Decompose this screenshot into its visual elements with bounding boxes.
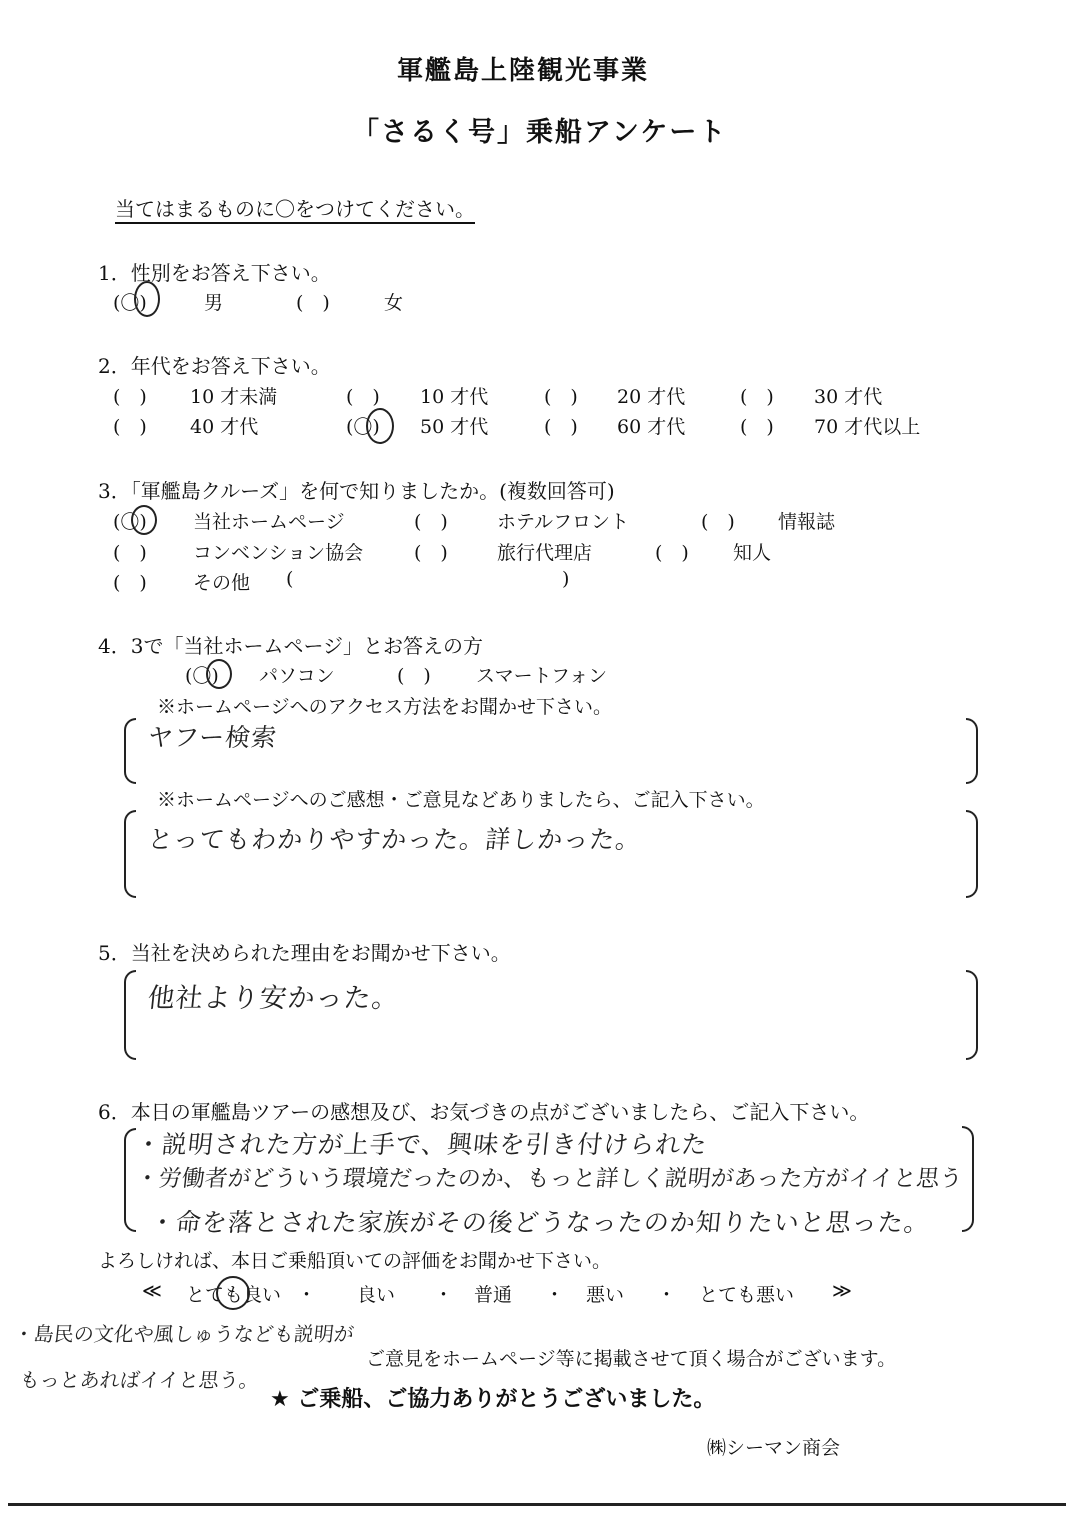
q5-bracket-right bbox=[966, 970, 978, 1060]
rating-good[interactable]: 良い bbox=[357, 1284, 396, 1306]
q6-bracket-left bbox=[124, 1128, 136, 1232]
q2-mark-20s[interactable]: ( ) bbox=[544, 386, 578, 408]
q4-impression-bracket-left bbox=[124, 810, 136, 898]
q3-mark-other[interactable]: ( ) bbox=[113, 572, 147, 594]
q3-label-convention: コンベンション協会 bbox=[193, 542, 364, 564]
q2-label-50s: 50 才代 bbox=[420, 416, 489, 438]
q2-mark-30s[interactable]: ( ) bbox=[740, 386, 774, 408]
q3-label-friend: 知人 bbox=[733, 542, 772, 564]
q3-label-hotel: ホテルフロント bbox=[497, 511, 630, 533]
rating-open-bracket: ≪ bbox=[142, 1280, 162, 1302]
q3-label-homepage: 当社ホームページ bbox=[193, 511, 345, 533]
q1-option-female-label: 女 bbox=[384, 292, 404, 314]
q3-mark-magazine[interactable]: ( ) bbox=[701, 511, 735, 533]
q3-mark-homepage[interactable]: (〇) bbox=[113, 511, 147, 533]
rating-average[interactable]: 普通 bbox=[474, 1284, 513, 1306]
rating-separator: ・ bbox=[434, 1284, 454, 1306]
bottom-rule bbox=[8, 1503, 1066, 1506]
rating-very-good[interactable]: とても良い bbox=[186, 1284, 282, 1306]
q6-question: 6．本日の軍艦島ツアーの感想及び、お気づきの点がございましたら、ご記入下さい。 bbox=[98, 1100, 870, 1124]
q2-mark-under10[interactable]: ( ) bbox=[113, 386, 147, 408]
q1-option-male-label: 男 bbox=[204, 292, 224, 314]
q4-access-bracket-left bbox=[124, 718, 136, 784]
q4-impression-bracket-right bbox=[966, 810, 978, 898]
survey-subtitle: 「さるく号」乗船アンケート bbox=[352, 117, 728, 148]
q4-mark-smartphone[interactable]: ( ) bbox=[397, 665, 431, 687]
q5-answer[interactable]: 他社より安かった。 bbox=[146, 983, 402, 1014]
instruction-text: 当てはまるものに〇をつけてください。 bbox=[115, 197, 475, 221]
q2-label-70plus: 70 才代以上 bbox=[814, 416, 921, 438]
q4-question: 4．3で「当社ホームページ」とお答えの方 bbox=[98, 634, 484, 658]
rating-separator: ・ bbox=[657, 1284, 677, 1306]
q2-label-10s: 10 才代 bbox=[420, 386, 489, 408]
q2-label-20s: 20 才代 bbox=[617, 386, 686, 408]
q3-label-magazine: 情報誌 bbox=[778, 511, 836, 533]
q5-bracket-left bbox=[124, 970, 136, 1060]
q4-access-bracket-right bbox=[966, 718, 978, 784]
q5-question: 5．当社を決められた理由をお聞かせ下さい。 bbox=[98, 941, 511, 965]
q4-access-answer[interactable]: ヤフー検索 bbox=[146, 723, 279, 752]
q4-label-pc: パソコン bbox=[259, 665, 335, 687]
q1-option-female-mark[interactable]: ( ) bbox=[296, 292, 330, 314]
rating-close-bracket: ≫ bbox=[832, 1280, 852, 1302]
q3-label-agency: 旅行代理店 bbox=[497, 542, 593, 564]
survey-title: 軍艦島上陸観光事業 bbox=[397, 56, 650, 86]
q3-mark-hotel[interactable]: ( ) bbox=[414, 511, 448, 533]
rating-selected-circle bbox=[216, 1276, 250, 1310]
q2-mark-60s[interactable]: ( ) bbox=[544, 416, 578, 438]
q2-50s-circle bbox=[366, 408, 394, 444]
q6-bracket-right bbox=[962, 1126, 974, 1232]
rating-bad[interactable]: 悪い bbox=[586, 1284, 625, 1306]
q2-label-under10: 10 才未満 bbox=[190, 386, 278, 408]
q1-male-circle bbox=[134, 281, 160, 317]
q2-question: 2．年代をお答え下さい。 bbox=[98, 354, 331, 378]
q2-mark-40s[interactable]: ( ) bbox=[113, 416, 147, 438]
q3-other-close-paren: ) bbox=[562, 568, 570, 590]
q4-access-prompt: ※ホームページへのアクセス方法をお聞かせ下さい。 bbox=[157, 696, 613, 718]
q3-label-other: その他 bbox=[193, 572, 251, 594]
margin-note-line-2[interactable]: もっとあればイイと思う。 bbox=[18, 1368, 261, 1392]
q2-mark-70plus[interactable]: ( ) bbox=[740, 416, 774, 438]
q1-option-male-mark[interactable]: (〇) bbox=[113, 292, 147, 314]
q3-question: 3．「軍艦島クルーズ」を何で知りましたか。(複数回答可) bbox=[98, 479, 615, 503]
q2-label-40s: 40 才代 bbox=[190, 416, 259, 438]
q4-impression-answer[interactable]: とってもわかりやすかった。詳しかった。 bbox=[146, 825, 643, 854]
q3-mark-friend[interactable]: ( ) bbox=[655, 542, 689, 564]
q6-answer-line-2[interactable]: ・労働者がどういう環境だったのか、もっと詳しく説明があった方がイイと思う bbox=[134, 1166, 964, 1192]
q1-question: 1．性別をお答え下さい。 bbox=[98, 261, 331, 285]
q3-homepage-circle bbox=[131, 505, 157, 535]
footer-notice: ご意見をホームページ等に掲載させて頂く場合がございます。 bbox=[366, 1348, 897, 1370]
q4-pc-circle bbox=[206, 659, 232, 689]
footer-thanks: ★ ご乗船、ご協力ありがとうございました。 bbox=[270, 1387, 716, 1412]
q2-mark-50s[interactable]: (〇) bbox=[346, 416, 380, 438]
q2-label-30s: 30 才代 bbox=[814, 386, 883, 408]
footer-company: ㈱シーマン商会 bbox=[707, 1437, 841, 1459]
q4-label-smartphone: スマートフォン bbox=[476, 665, 608, 687]
rating-very-bad[interactable]: とても悪い bbox=[699, 1284, 795, 1306]
rating-prompt: よろしければ、本日ご乗船頂いての評価をお聞かせ下さい。 bbox=[98, 1250, 612, 1272]
q4-impression-prompt: ※ホームページへのご感想・ご意見などありましたら、ご記入下さい。 bbox=[157, 789, 765, 811]
q3-mark-agency[interactable]: ( ) bbox=[414, 542, 448, 564]
q4-mark-pc[interactable]: (〇) bbox=[185, 665, 219, 687]
rating-separator: ・ bbox=[297, 1284, 317, 1306]
q6-answer-line-3[interactable]: ・命を落とされた家族がその後どうなったのか知りたいと思った。 bbox=[148, 1208, 932, 1237]
q2-mark-10s[interactable]: ( ) bbox=[346, 386, 380, 408]
q6-answer-line-1[interactable]: ・説明された方が上手で、興味を引き付けられた bbox=[134, 1130, 709, 1159]
margin-note-line-1[interactable]: ・島民の文化や風しゅうなども説明が bbox=[12, 1322, 356, 1346]
q3-other-open-paren: ( bbox=[286, 568, 294, 590]
q2-label-60s: 60 才代 bbox=[617, 416, 686, 438]
q3-mark-convention[interactable]: ( ) bbox=[113, 542, 147, 564]
rating-separator: ・ bbox=[545, 1284, 565, 1306]
